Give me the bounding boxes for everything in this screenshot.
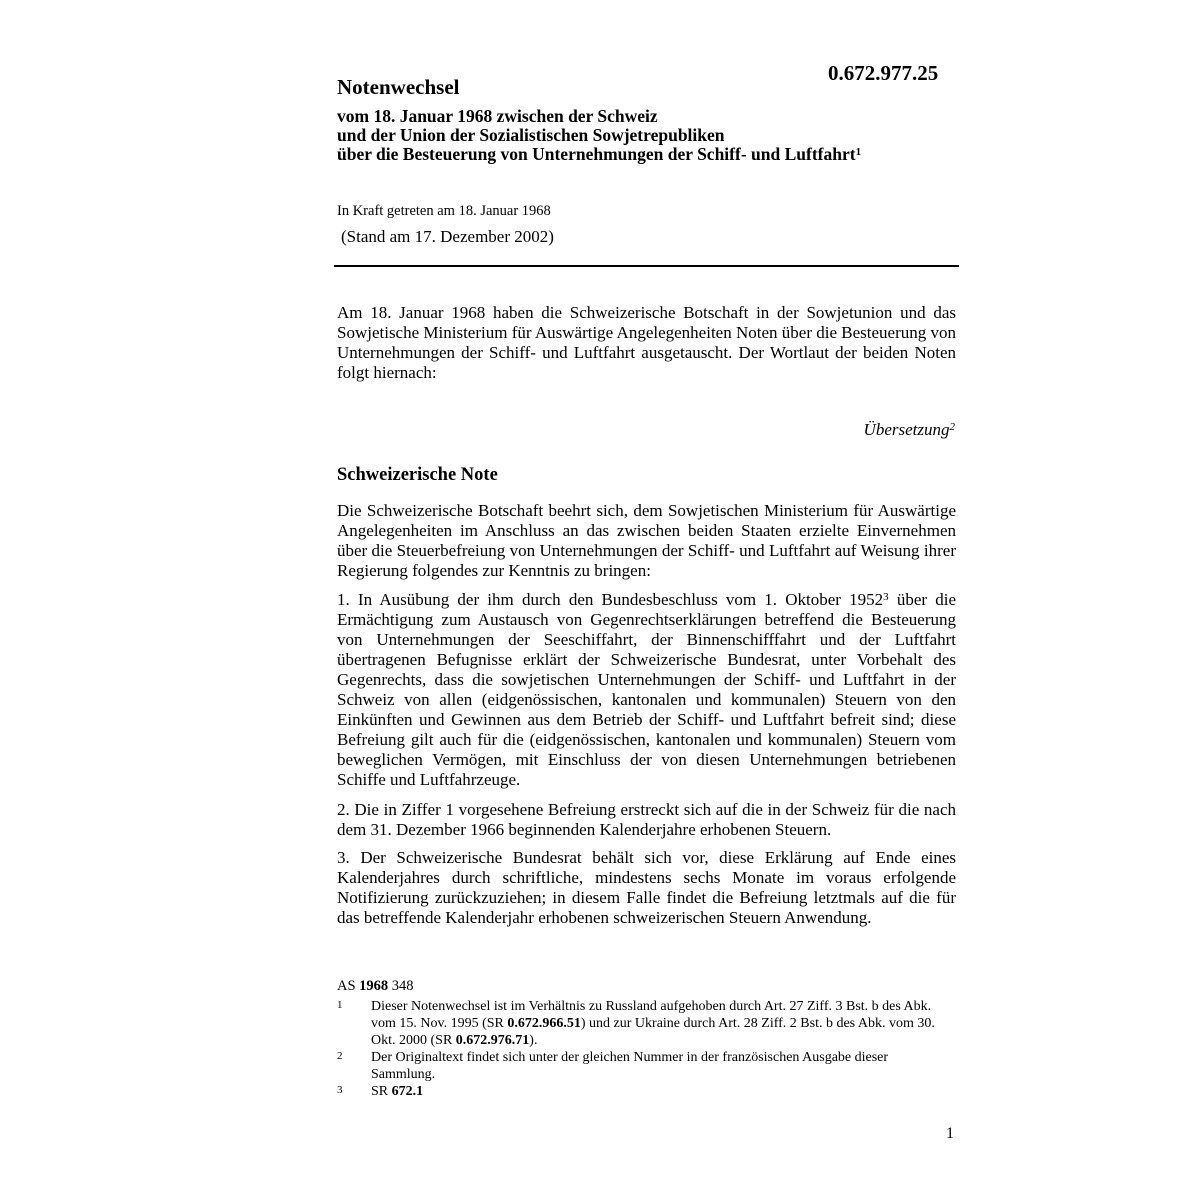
as-year: 1968 [359,978,389,994]
translation-note [864,420,955,440]
header-divider [334,265,959,267]
footnote-2 [337,1049,937,1083]
footnote-3 [337,1083,937,1100]
as-prefix: AS [337,978,356,994]
subtitle-line-text: über die Besteuerung von Unternehmungen der Schiff- und Luftfahrt [337,144,856,164]
footnote-text: Dieser Notenwechsel ist im Verhältnis zu Russland aufgehoben durch Art. 27 Ziff. 3 Bst. b des Abk. vom 15. Nov. 1995 (SR [371,999,932,1031]
footnotes [337,998,937,1100]
footnote-ref[interactable]: 3 [883,591,889,603]
footnote-number: 2 [337,1050,343,1062]
footnote-1 [337,998,937,1049]
footnote-text: Der Originaltext findet sich unter der gleichen Nummer in der französischen Ausgabe dieser Sammlung. [371,1050,889,1082]
sr-number: 0.672.977.25 [828,61,939,85]
note-paragraph-3: 3. Der Schweizerische Bundesrat behält sich vor, diese Erklärung auf Ende eines Kalenderjahres durch schriftliche, mindestens sechs Monate im voraus erfolgende Notifizierung zurückzuziehen; in diesem Falle findet die Befreiung letztmals auf die für das betreffende Kalenderjahr erhobenen schweizerischen Steuern Anwendung. [337,848,956,927]
translation-label: Übersetzung [863,420,950,439]
as-page: 348 [391,978,414,994]
subtitle-line [337,145,977,164]
footnote-text: ). [529,1033,538,1048]
footnote-text: SR [371,1084,389,1099]
document-title: Notenwechsel [337,75,460,99]
paragraph-text: 1. In Ausübung der ihm durch den Bundesbeschluss vom 1. Oktober 1952 [337,590,884,609]
as-reference [337,978,414,995]
subtitle-line: vom 18. Januar 1968 zwischen der Schweiz [337,106,658,126]
footnote-ref[interactable]: 2 [949,421,955,433]
note-paragraph-1 [337,590,956,790]
sr-link[interactable]: 0.672.966.51 [507,1016,581,1031]
subtitle-line: und der Union der Sozialistischen Sowjetrepubliken [337,125,725,145]
section-heading: Schweizerische Note [337,465,498,485]
stand-date: (Stand am 17. Dezember 2002) [341,227,554,246]
footnote-text: ) und zur Ukraine durch Art. 28 Ziff. 2 Bst. b des Abk. vom 30. Okt. 2000 (SR [371,1016,935,1048]
sr-link[interactable]: 672.1 [391,1084,424,1099]
footnote-number: 3 [337,1084,343,1096]
in-kraft-date: In Kraft getreten am 18. Januar 1968 [337,203,551,219]
document-subtitle [337,107,977,164]
page-number: 1 [946,1125,954,1142]
note-paragraph: Die Schweizerische Botschaft beehrt sich, dem Sowjetischen Ministerium für Auswärtige Angelegenheiten im Anschluss an das zwischen beiden Staaten erzielte Einvernehmen über die Steuerbefreiung von Unternehmungen der Schiff- und Luftfahrt auf Weisung ihrer Regierung folgendes zur Kenntnis zu bringen: [337,501,956,580]
paragraph-text: über die Ermächtigung zum Austausch von Gegenrechtserklärungen betreffend die Besteuerung von Unternehmungen der Seeschiffahrt, der Binnenschifffahrt und der Luftfahrt übertragenen Befugnisse erklärt der Schweizerische Bundesrat, unter Vorbehalt des Gegenrechts, dass die sowjetischen Unternehmungen der Schiff- und Luftfahrt in der Schweiz von allen (eidgenössischen, kantonalen und kommunalen) Steuern von den Einkünften und Gewinnen aus dem Betrieb der Schiff- und Luftfahrt befreit sind; diese Befreiung gilt auch für die (eidgenössischen, kantonalen und kommunalen) Steuern vom beweglichen Vermögen, mit Einschluss der von diesen Unternehmungen betriebenen Schiffe und Luftfahrzeuge. [337,590,956,789]
footnote-ref[interactable]: 1 [855,146,862,158]
footnote-number: 1 [337,999,343,1011]
intro-paragraph: Am 18. Januar 1968 haben die Schweizerische Botschaft in der Sowjetunion und das Sowjetische Ministerium für Auswärtige Angelegenheiten Noten über die Besteuerung von Unternehmungen der Schiff- und Luftfahrt ausgetauscht. Der Wortlaut der beiden Noten folgt hiernach: [337,303,956,382]
note-paragraph-2: 2. Die in Ziffer 1 vorgesehene Befreiung erstreckt sich auf die in der Schweiz für die nach dem 31. Dezember 1966 beginnenden Kalenderjahre erhobenen Steuern. [337,800,956,839]
sr-link[interactable]: 0.672.976.71 [455,1033,530,1048]
